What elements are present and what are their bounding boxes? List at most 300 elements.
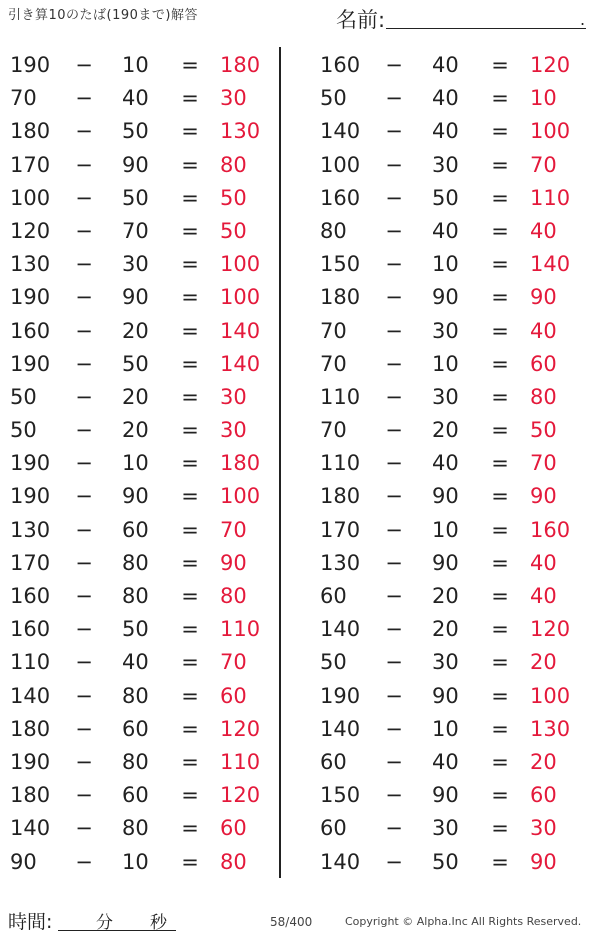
equals-sign: = [181, 351, 199, 376]
minus-sign: − [385, 152, 403, 177]
problem-row [0, 779, 290, 812]
equals-sign: = [181, 152, 199, 177]
minuend: 100 [10, 185, 51, 210]
equals-sign: = [181, 53, 199, 77]
answer: 60 [530, 783, 557, 808]
answer: 40 [530, 218, 557, 243]
answer: 120 [530, 617, 571, 642]
problem-row [310, 115, 600, 148]
problem-row [310, 215, 600, 248]
minus-sign: − [75, 617, 93, 642]
answer: 100 [220, 484, 261, 509]
subtrahend: 40 [432, 119, 459, 144]
minus-sign: − [385, 617, 403, 642]
equals-sign: = [491, 86, 509, 111]
minuend: 190 [10, 285, 51, 310]
equals-sign: = [491, 749, 509, 774]
problem-row [310, 779, 600, 812]
problem-row [310, 348, 600, 381]
answer: 120 [220, 783, 261, 808]
minuend: 140 [320, 716, 361, 741]
equals-sign: = [491, 252, 509, 277]
minuend: 180 [10, 783, 51, 808]
answer: 90 [530, 849, 557, 874]
equals-sign: = [491, 849, 509, 874]
equals-sign: = [491, 351, 509, 376]
equals-sign: = [491, 783, 509, 808]
problem-row [0, 447, 290, 480]
problem-row [310, 281, 600, 314]
problem-row [310, 746, 600, 779]
subtrahend: 80 [122, 550, 149, 575]
minuend: 70 [320, 351, 347, 376]
equals-sign: = [181, 650, 199, 675]
answer: 110 [220, 749, 261, 774]
equals-sign: = [491, 650, 509, 675]
problem-row [310, 315, 600, 348]
right-problem-column [310, 49, 600, 879]
answer: 130 [530, 716, 571, 741]
equals-sign: = [491, 716, 509, 741]
equals-sign: = [491, 816, 509, 841]
minuend: 130 [10, 517, 51, 542]
subtrahend: 30 [432, 816, 459, 841]
problem-row [0, 713, 290, 746]
problem-row [0, 680, 290, 713]
name-field[interactable] [336, 4, 586, 32]
problem-row [310, 381, 600, 414]
subtrahend: 80 [122, 584, 149, 608]
subtrahend: 50 [432, 849, 459, 874]
minuend: 190 [10, 749, 51, 774]
minus-sign: − [385, 53, 403, 77]
subtrahend: 90 [122, 285, 149, 310]
equals-sign: = [491, 451, 509, 476]
minuend: 140 [320, 119, 361, 144]
left-problem-column [0, 49, 290, 879]
problem-row [0, 182, 290, 215]
problem-row [310, 480, 600, 513]
copyright-notice: Copyright © Alpha.Inc All Rights Reserved. [345, 915, 582, 928]
minuend: 180 [320, 285, 361, 310]
minuend: 110 [320, 384, 361, 409]
answer: 120 [530, 53, 571, 77]
answer: 60 [220, 683, 247, 708]
minuend: 70 [320, 318, 347, 343]
equals-sign: = [181, 285, 199, 310]
subtrahend: 50 [432, 185, 459, 210]
minus-sign: − [75, 550, 93, 575]
answer: 110 [220, 617, 261, 642]
time-label: 時間: [8, 911, 53, 933]
subtrahend: 40 [432, 53, 459, 77]
equals-sign: = [181, 716, 199, 741]
minus-sign: − [385, 119, 403, 144]
minuend: 160 [10, 318, 51, 343]
minus-sign: − [75, 119, 93, 144]
minus-sign: − [385, 252, 403, 277]
answer: 20 [530, 650, 557, 675]
problem-row [310, 82, 600, 115]
answer: 140 [220, 318, 261, 343]
minuend: 140 [10, 683, 51, 708]
subtrahend: 10 [122, 849, 149, 874]
minuend: 190 [10, 351, 51, 376]
minuend: 160 [320, 185, 361, 210]
equals-sign: = [491, 418, 509, 443]
minus-sign: − [75, 418, 93, 443]
equals-sign: = [491, 285, 509, 310]
minus-sign: − [75, 384, 93, 409]
problem-row [0, 580, 290, 613]
minuend: 170 [10, 152, 51, 177]
subtrahend: 20 [122, 318, 149, 343]
minus-sign: − [385, 849, 403, 874]
problem-row [310, 547, 600, 580]
answer: 70 [530, 451, 557, 476]
equals-sign: = [491, 683, 509, 708]
problem-row [0, 49, 290, 82]
equals-sign: = [181, 584, 199, 608]
answer: 40 [530, 584, 557, 608]
equals-sign: = [181, 218, 199, 243]
subtrahend: 20 [432, 584, 459, 608]
subtrahend: 50 [122, 617, 149, 642]
subtrahend: 10 [122, 451, 149, 476]
answer: 100 [220, 285, 261, 310]
subtrahend: 90 [122, 152, 149, 177]
minus-sign: − [75, 451, 93, 476]
subtrahend: 80 [122, 749, 149, 774]
problem-row [0, 381, 290, 414]
subtrahend: 10 [432, 517, 459, 542]
equals-sign: = [181, 384, 199, 409]
minuend: 170 [320, 517, 361, 542]
equals-sign: = [491, 517, 509, 542]
subtrahend: 60 [122, 716, 149, 741]
subtrahend: 10 [432, 351, 459, 376]
equals-sign: = [491, 550, 509, 575]
minus-sign: − [75, 351, 93, 376]
equals-sign: = [181, 849, 199, 874]
minuend: 60 [320, 816, 347, 841]
minuend: 70 [320, 418, 347, 443]
worksheet-title: 引き算10のたば(190まで)解答 [8, 8, 198, 23]
answer: 80 [220, 152, 247, 177]
minuend: 190 [10, 484, 51, 509]
answer: 90 [530, 285, 557, 310]
answer: 120 [220, 716, 261, 741]
problem-row [310, 414, 600, 447]
minuend: 100 [320, 152, 361, 177]
problem-row [310, 646, 600, 679]
minuend: 160 [10, 584, 51, 608]
equals-sign: = [491, 152, 509, 177]
answer: 30 [220, 418, 247, 443]
minus-sign: − [75, 185, 93, 210]
problem-row [0, 149, 290, 182]
problem-row [310, 846, 600, 879]
problem-row [310, 182, 600, 215]
subtrahend: 40 [432, 218, 459, 243]
answer: 60 [530, 351, 557, 376]
minus-sign: − [75, 849, 93, 874]
problem-row [0, 846, 290, 879]
subtrahend: 90 [432, 683, 459, 708]
minus-sign: − [75, 318, 93, 343]
answer: 70 [220, 650, 247, 675]
minuend: 140 [320, 849, 361, 874]
minus-sign: − [385, 418, 403, 443]
equals-sign: = [491, 484, 509, 509]
problem-row [310, 812, 600, 845]
answer: 30 [530, 816, 557, 841]
minuend: 60 [320, 749, 347, 774]
equals-sign: = [491, 53, 509, 77]
minus-sign: − [385, 783, 403, 808]
equals-sign: = [181, 683, 199, 708]
equals-sign: = [181, 119, 199, 144]
equals-sign: = [491, 119, 509, 144]
minuend: 110 [10, 650, 51, 675]
equals-sign: = [181, 749, 199, 774]
equals-sign: = [491, 185, 509, 210]
problem-row [310, 149, 600, 182]
minuend: 80 [320, 218, 347, 243]
problem-row [0, 248, 290, 281]
answer: 70 [220, 517, 247, 542]
minuend: 170 [10, 550, 51, 575]
answer: 140 [220, 351, 261, 376]
answer: 30 [220, 384, 247, 409]
answer: 70 [530, 152, 557, 177]
problem-row [0, 82, 290, 115]
subtrahend: 30 [432, 384, 459, 409]
answer: 110 [530, 185, 571, 210]
subtrahend: 40 [432, 86, 459, 111]
subtrahend: 80 [122, 816, 149, 841]
answer: 80 [530, 384, 557, 409]
minus-sign: − [75, 218, 93, 243]
minus-sign: − [385, 285, 403, 310]
problem-row [310, 447, 600, 480]
minus-sign: − [385, 318, 403, 343]
minuend: 60 [320, 584, 347, 608]
seconds-label: 秒 [150, 913, 167, 933]
minuend: 140 [10, 816, 51, 841]
answer: 90 [530, 484, 557, 509]
problem-row [0, 215, 290, 248]
minus-sign: − [385, 749, 403, 774]
subtrahend: 40 [432, 749, 459, 774]
name-underline [386, 28, 586, 29]
minuend: 190 [10, 451, 51, 476]
answer: 50 [220, 218, 247, 243]
minus-sign: − [385, 550, 403, 575]
problem-row [0, 315, 290, 348]
subtrahend: 90 [122, 484, 149, 509]
minus-sign: − [385, 716, 403, 741]
equals-sign: = [491, 318, 509, 343]
answer: 40 [530, 318, 557, 343]
minus-sign: − [385, 218, 403, 243]
minuend: 160 [10, 617, 51, 642]
problem-row [0, 812, 290, 845]
subtrahend: 50 [122, 351, 149, 376]
subtrahend: 10 [122, 53, 149, 77]
answer: 50 [530, 418, 557, 443]
minus-sign: − [385, 816, 403, 841]
problem-row [0, 281, 290, 314]
minus-sign: − [385, 650, 403, 675]
answer: 130 [220, 119, 261, 144]
subtrahend: 50 [122, 185, 149, 210]
answer: 10 [530, 86, 557, 111]
minus-sign: − [75, 252, 93, 277]
problem-row [310, 248, 600, 281]
minutes-label: 分 [96, 913, 113, 933]
minus-sign: − [75, 650, 93, 675]
minus-sign: − [75, 86, 93, 111]
subtrahend: 90 [432, 550, 459, 575]
answer: 100 [530, 683, 571, 708]
problem-row [0, 646, 290, 679]
equals-sign: = [181, 816, 199, 841]
equals-sign: = [181, 318, 199, 343]
name-end-dot: . [580, 10, 586, 29]
minus-sign: − [385, 351, 403, 376]
problem-row [310, 613, 600, 646]
answer: 160 [530, 517, 571, 542]
subtrahend: 60 [122, 783, 149, 808]
equals-sign: = [181, 550, 199, 575]
minus-sign: − [75, 484, 93, 509]
minus-sign: − [75, 517, 93, 542]
minus-sign: − [75, 749, 93, 774]
equals-sign: = [491, 218, 509, 243]
answer: 180 [220, 451, 261, 476]
answer: 50 [220, 185, 247, 210]
subtrahend: 90 [432, 783, 459, 808]
minuend: 50 [10, 384, 37, 409]
minus-sign: − [75, 783, 93, 808]
page-number: 58/400 [270, 915, 313, 929]
equals-sign: = [491, 584, 509, 608]
answer: 40 [530, 550, 557, 575]
problem-row [310, 514, 600, 547]
minuend: 160 [320, 53, 361, 77]
minus-sign: − [385, 517, 403, 542]
minuend: 150 [320, 783, 361, 808]
problem-row [0, 746, 290, 779]
problem-row [0, 480, 290, 513]
answer: 30 [220, 86, 247, 111]
subtrahend: 20 [432, 418, 459, 443]
subtrahend: 80 [122, 683, 149, 708]
equals-sign: = [181, 484, 199, 509]
subtrahend: 20 [122, 418, 149, 443]
minuend: 140 [320, 617, 361, 642]
answer: 140 [530, 252, 571, 277]
equals-sign: = [181, 185, 199, 210]
problem-row [0, 348, 290, 381]
equals-sign: = [181, 517, 199, 542]
answer: 20 [530, 749, 557, 774]
minuend: 50 [10, 418, 37, 443]
minuend: 180 [320, 484, 361, 509]
subtrahend: 10 [432, 716, 459, 741]
minuend: 110 [320, 451, 361, 476]
minus-sign: − [385, 86, 403, 111]
equals-sign: = [491, 384, 509, 409]
minuend: 130 [10, 252, 51, 277]
subtrahend: 10 [432, 252, 459, 277]
minuend: 50 [320, 86, 347, 111]
problem-row [310, 580, 600, 613]
minus-sign: − [75, 816, 93, 841]
subtrahend: 40 [122, 86, 149, 111]
minuend: 150 [320, 252, 361, 277]
problem-row [0, 547, 290, 580]
equals-sign: = [181, 418, 199, 443]
problem-row [310, 680, 600, 713]
subtrahend: 40 [432, 451, 459, 476]
answer: 100 [220, 252, 261, 277]
minus-sign: − [75, 53, 93, 77]
subtrahend: 30 [432, 318, 459, 343]
subtrahend: 20 [122, 384, 149, 409]
minuend: 180 [10, 119, 51, 144]
equals-sign: = [181, 252, 199, 277]
minuend: 120 [10, 218, 51, 243]
subtrahend: 30 [122, 252, 149, 277]
minuend: 130 [320, 550, 361, 575]
subtrahend: 90 [432, 285, 459, 310]
equals-sign: = [181, 86, 199, 111]
subtrahend: 90 [432, 484, 459, 509]
minus-sign: − [385, 584, 403, 608]
problem-row [0, 514, 290, 547]
name-label: 名前: [336, 8, 386, 32]
problem-row [0, 414, 290, 447]
minuend: 70 [10, 86, 37, 111]
subtrahend: 70 [122, 218, 149, 243]
minuend: 180 [10, 716, 51, 741]
answer: 180 [220, 53, 261, 77]
minuend: 50 [320, 650, 347, 675]
minuend: 190 [10, 53, 51, 77]
answer: 60 [220, 816, 247, 841]
minuend: 190 [320, 683, 361, 708]
minus-sign: − [75, 683, 93, 708]
answer: 80 [220, 849, 247, 874]
minus-sign: − [75, 584, 93, 608]
equals-sign: = [181, 617, 199, 642]
problem-row [310, 49, 600, 82]
minuend: 90 [10, 849, 37, 874]
subtrahend: 30 [432, 650, 459, 675]
minus-sign: − [75, 716, 93, 741]
equals-sign: = [491, 617, 509, 642]
minus-sign: − [385, 484, 403, 509]
minus-sign: − [385, 185, 403, 210]
subtrahend: 30 [432, 152, 459, 177]
equals-sign: = [181, 451, 199, 476]
problem-row [0, 613, 290, 646]
problem-row [310, 713, 600, 746]
problem-row [0, 115, 290, 148]
subtrahend: 60 [122, 517, 149, 542]
